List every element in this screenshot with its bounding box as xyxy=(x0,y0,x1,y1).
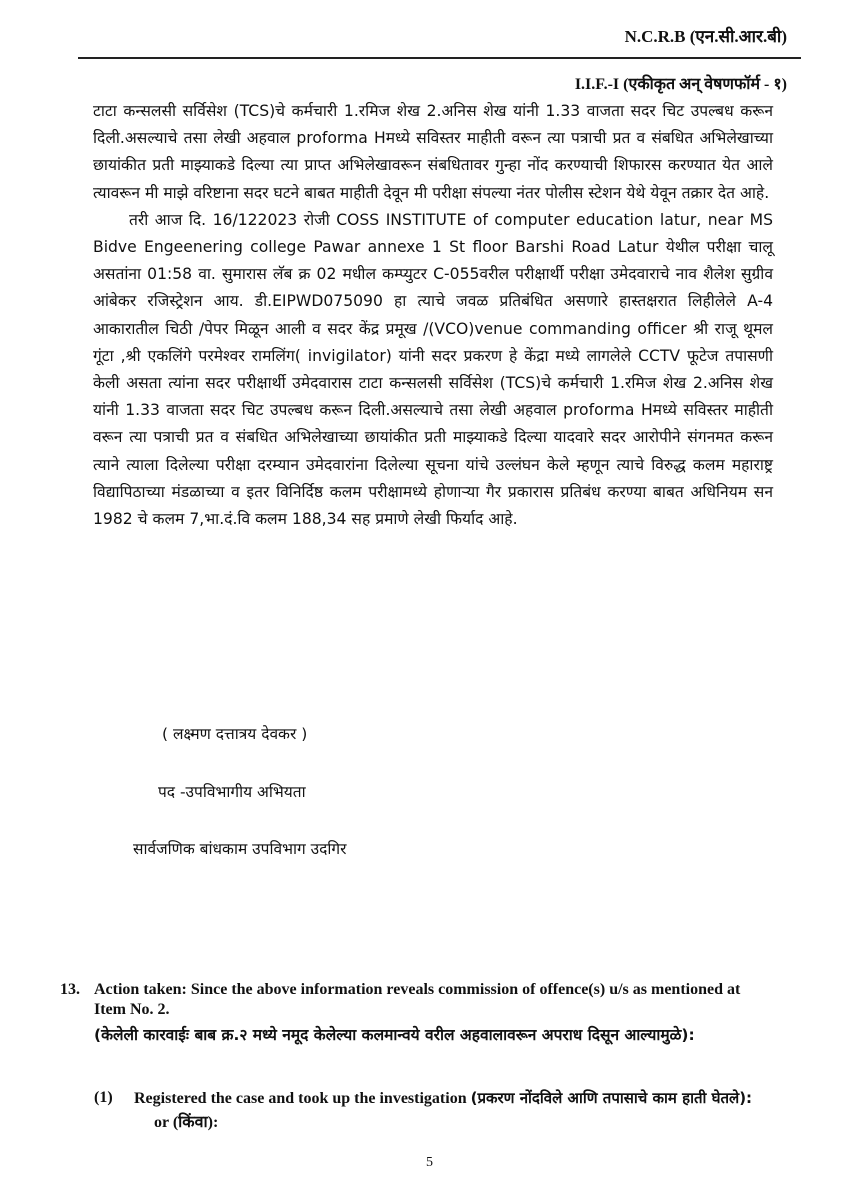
paragraph-1: टाटा कन्सलसी सर्विसेश (TCS)चे कर्मचारी 1.रमिज शेख 2.अनिस शेख यांनी 1.33 वाजता सदर चिट उपल्बध करून दिली.असल्याचे तसा लेखी अहवाल proforma Hमध्ये सविस्तर माहीती वरून त्या पत्राची प्रत व संबधित अभिलेखाच्या छायांकीत प्रती माझ्याकडे दिल्या त्या प्राप्त अभिलेखावरून संबधितावर गुन्हा नोंद करण्याची शिफारस करण्यात येत आले त्यावरून मी माझे वरिष्टाना सदर घटने बाबत माहीती देवून मी परीक्षा संपल्या नंतर पोलीस स्टेशन येथे येवून तक्रार देत आहे. xyxy=(93,102,773,202)
header-org: N.C.R.B (एन.सी.आर.बी) xyxy=(624,27,787,46)
form-label: I.I.F.-I (एकीकृत अन् वेषणफॉर्म - १) xyxy=(574,76,787,93)
item-13-number: 13. xyxy=(60,981,80,998)
complaint-body xyxy=(93,98,773,533)
sub-1-number: (1) xyxy=(94,1089,113,1106)
header-divider xyxy=(78,57,801,59)
sub-1-english: Registered the case and took up the investigation xyxy=(134,1090,467,1107)
sub-1-marathi: (प्रकरण नोंदविले आणि तपासाचे काम हाती घेतले): xyxy=(470,1089,753,1107)
item-13-english: Action taken: Since the above information reveals commission of offence(s) u/s as mentioned at Item No. 2. xyxy=(94,981,741,1018)
sub-1-or: or (किंवा): xyxy=(154,1114,219,1131)
item-13-marathi: (केलेली कारवाईः बाब क्र.२ मध्ये नमूद केलेल्या कलमान्वये वरील अहवालावरून अपराध दिसून आल्यामुळे): xyxy=(94,1026,695,1044)
paragraph-2: तरी आज दि. 16/122023 रोजी COSS INSTITUTE of computer education latur, near MS Bidve Engeenering college Pawar annexe 1 St floor Barshi Road Latur येथील परीक्षा चालू असतांना 01:58 वा. सुमारास लॅब क्र 02 मधील कम्प्युटर C-055वरील परीक्षार्थी परीक्षा उमेदवाराचे नाव शैलेश सुग्रीव आंबेकर रजिस्ट्रेशन आय. डी.EIPWD075090 हा त्याचे जवळ प्रतिबंधित असणारे हास्तक्षरात लिहीलेले A-4 आकारातील चिठी /पेपर मिळून आली व सदर केंद्र प्रमूख /(VCO)venue commanding officer श्री राजू थूमल गूंटा ,श्री एकलिंगे परमेश्वर रामलिंग( invigilator) यांनी सदर प्रकरण हे केंद्रा मध्ये लागलेले CCTV फूटेज तपासणी केली असता त्यांना सदर परीक्षार्थी उमेदवारास टाटा कन्सलसी सर्विसेश (TCS)चे कर्मचारी 1.रमिज शेख 2.अनिस शेख यांनी 1.33 वाजता सदर चिट उपल्बध करून दिली.असल्याचे तसा लेखी अहवाल proforma Hमध्ये सविस्तर माहीती वरून त्या पत्राची प्रत व संबधित अभिलेखाच्या छायांकीत प्रती माझ्याकडे दिल्या यादवारे सदर आरोपीने संगनमत करून त्याने त्याला दिलेल्या परीक्षा दरम्यान उमेदवारांना दिलेल्या सूचना यांचे उल्लंघन केले म्हणून त्याचे विरुद्ध कलम महाराष्ट्र विद्यापिठाच्या मंडळाच्या व इतर विनिर्दिष्ठ कलम परीक्षामध्ये होणाऱ्या गैर प्रकारास प्रतिबंध करण्या बाबत अधिनियम सन 1982 चे कलम 7,भा.दं.वि कलम 188,34 सह प्रमाणे लेखी फिर्याद आहे. xyxy=(93,210,773,529)
signatory-name: ( लक्ष्मण दत्तात्रय देवकर ) xyxy=(162,725,308,743)
signatory-designation: पद -उपविभागीय अभियता xyxy=(158,783,306,801)
signatory-office: सार्वजणिक बांधकाम उपविभाग उदगिर xyxy=(133,840,347,858)
page-number: 5 xyxy=(426,1155,433,1170)
